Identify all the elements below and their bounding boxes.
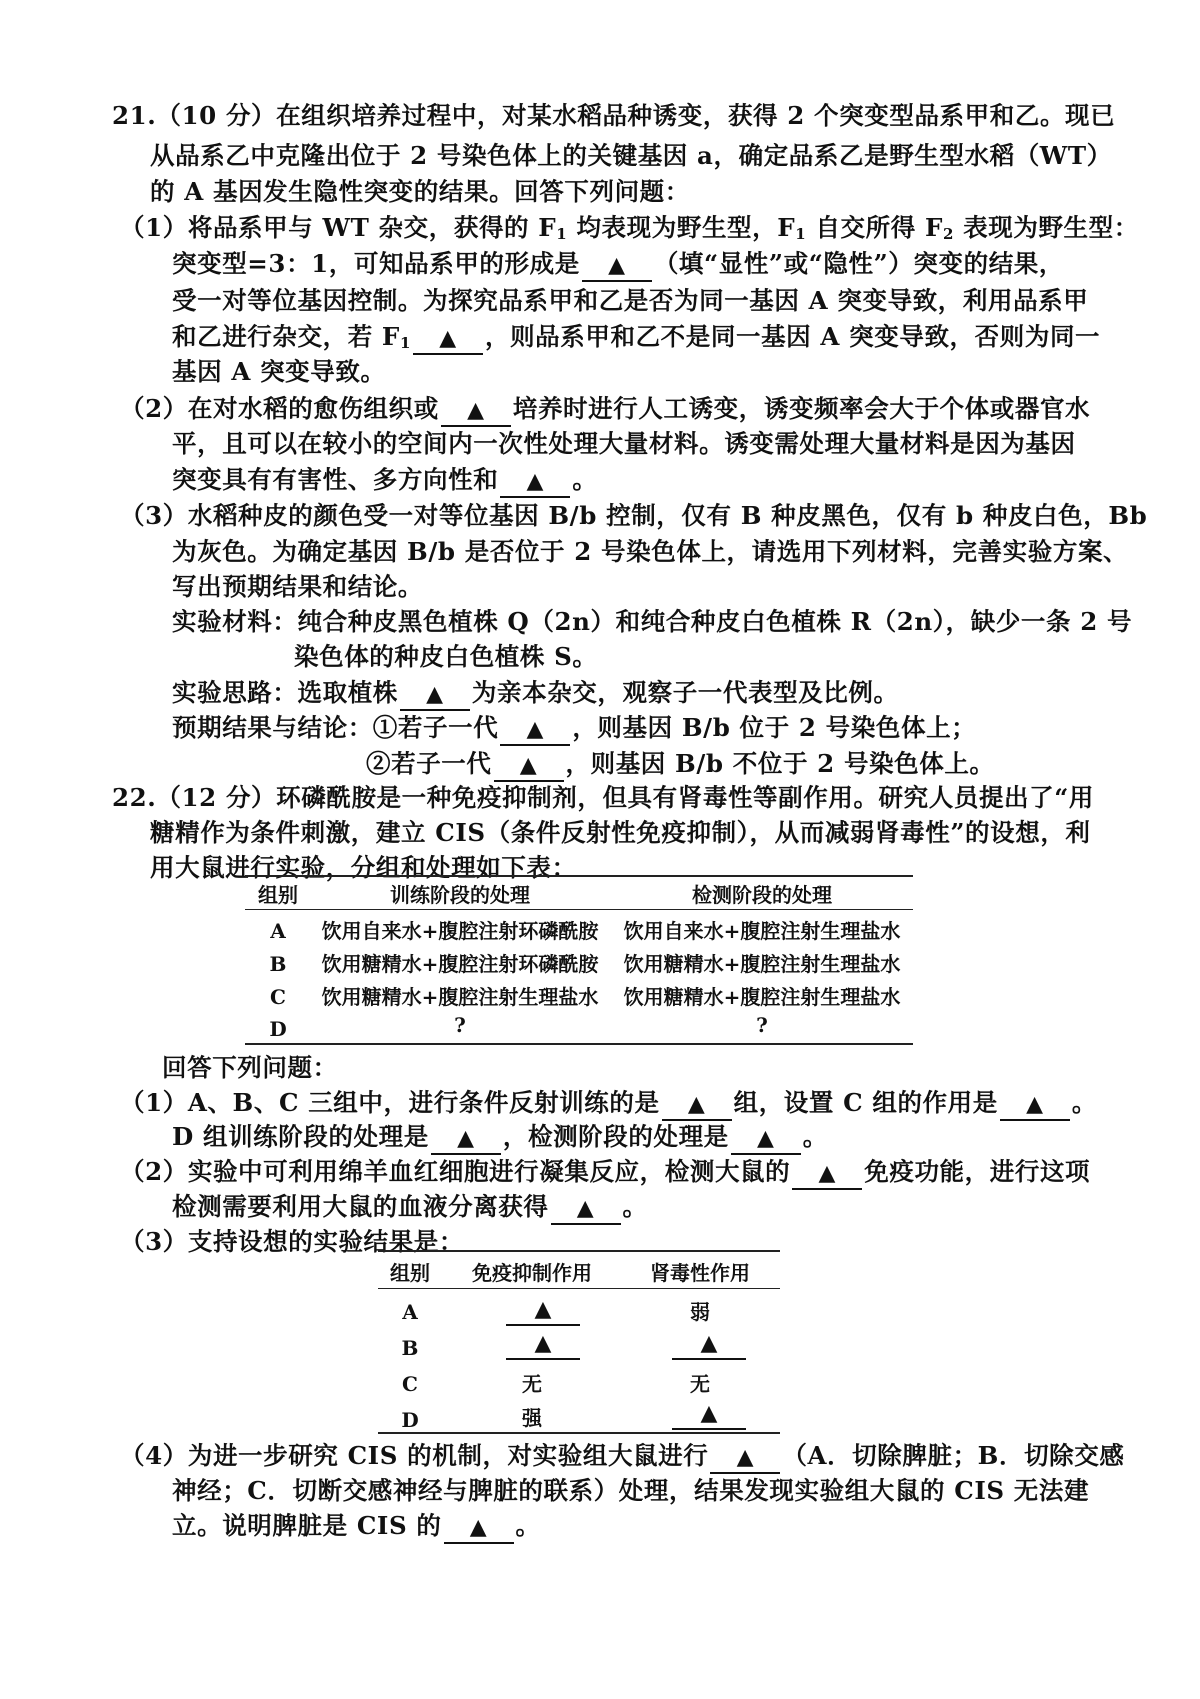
q22-part4-line3: 立。说明脾脏是 CIS 的 ▲ 。	[172, 1506, 541, 1546]
q21-stem-line1: 21.（10 分）在组织培养过程中，对某水稻品种诱变，获得 2 个突变型品系甲和乙。现已	[112, 101, 1116, 130]
table-cell: D	[401, 1408, 419, 1432]
answer-blank[interactable]: ▲	[500, 465, 570, 498]
table-bottom-rule	[245, 1043, 913, 1045]
table-cell: 饮用糖精水+腹腔注射生理盐水	[623, 985, 901, 1009]
answer-blank[interactable]: ▲	[662, 1088, 732, 1121]
q21-materials-line2: 染色体的种皮白色植株 S。	[294, 642, 598, 671]
table-header-immunosuppression: 免疫抑制作用	[472, 1261, 592, 1285]
table-cell: 无	[690, 1372, 710, 1396]
q21-part1-line3: 受一对等位基因控制。为探究品系甲和乙是否为同一基因 A 突变导致，利用品系甲	[172, 286, 1089, 315]
table-cell: 饮用糖精水+腹腔注射环磷酰胺	[321, 952, 599, 976]
q21-part2-line1: （2）在对水稻的愈伤组织或 ▲ 培养时进行人工诱变，诱变频率会大于个体或器官水	[120, 389, 1090, 429]
table-cell: C	[270, 985, 286, 1009]
table-cell: A	[402, 1300, 418, 1324]
table-cell: B	[269, 952, 287, 976]
q21-part2-line3: 突变具有有害性、多方向性和 ▲ 。	[172, 460, 597, 500]
table-cell: 饮用糖精水+腹腔注射生理盐水	[321, 985, 599, 1009]
answer-blank[interactable]: ▲	[506, 1328, 580, 1360]
table-top-rule	[245, 875, 913, 877]
q21-part3-line3: 写出预期结果和结论。	[172, 572, 423, 601]
q22-stem-line3: 用大鼠进行实验，分组和处理如下表：	[150, 853, 577, 882]
table-header-testing: 检测阶段的处理	[692, 883, 832, 907]
q21-experiment-idea: 实验思路：选取植株 ▲ 为亲本杂交，观察子一代表型及比例。	[172, 673, 899, 713]
table-cell: ?	[454, 1013, 466, 1037]
table-cell: 饮用糖精水+腹腔注射生理盐水	[623, 952, 901, 976]
q21-part1-line1: （1）将品系甲与 WT 杂交，获得的 $F_1$ 均表现为野生型，$F_1$ 自交所得 $F_2$ 表现为野生型：	[120, 213, 1139, 243]
answer-blank[interactable]: ▲	[672, 1398, 746, 1430]
answer-blank[interactable]: ▲	[672, 1328, 746, 1360]
table-header-training: 训练阶段的处理	[390, 883, 530, 907]
table-top-rule	[378, 1250, 780, 1252]
table-cell: ?	[756, 1013, 768, 1037]
table-header-group: 组别	[258, 883, 298, 907]
table-header-nephrotoxicity: 肾毒性作用	[650, 1261, 750, 1285]
answer-blank[interactable]: ▲	[494, 749, 564, 782]
answer-blank[interactable]: ▲	[551, 1192, 621, 1225]
q21-stem-line3: 的 A 基因发生隐性突变的结果。回答下列问题：	[150, 177, 690, 206]
q22-stem-line1: 22.（12 分）环磷酰胺是一种免疫抑制剂，但具有肾毒性等副作用。研究人员提出了“用	[112, 783, 1095, 812]
q21-materials-line1: 实验材料：纯合种皮黑色植株 Q（2n）和纯合种皮白色植株 R（2n），缺少一条 2 号	[172, 607, 1133, 636]
q22-part4-line1: （4）为进一步研究 CIS 的机制，对实验组大鼠进行 ▲ （A．切除脾脏；B．切除交感	[120, 1436, 1124, 1476]
table-cell: 饮用自来水+腹腔注射环磷酰胺	[321, 919, 599, 943]
q22-answer-intro: 回答下列问题：	[162, 1053, 338, 1082]
answer-blank[interactable]: ▲	[400, 678, 470, 711]
answer-blank[interactable]: ▲	[500, 713, 570, 746]
answer-blank[interactable]: ▲	[731, 1122, 801, 1155]
table-header-rule	[378, 1288, 780, 1289]
q22-part1-line1: （1）A、B、C 三组中，进行条件反射训练的是 ▲ 组，设置 C 组的作用是 ▲ 。	[120, 1083, 1097, 1123]
answer-blank[interactable]: ▲	[431, 1122, 501, 1155]
q22-part1-line2: D 组训练阶段的处理是 ▲ ，检测阶段的处理是 ▲ 。	[172, 1117, 828, 1157]
q21-expected-result-2: ②若子一代 ▲ ，则基因 B/b 不位于 2 号染色体上。	[366, 744, 995, 784]
table-header-group: 组别	[390, 1261, 430, 1285]
q21-part2-line2: 平，且可以在较小的空间内一次性处理大量材料。诱变需处理大量材料是因为基因	[172, 429, 1076, 458]
table-cell: 弱	[690, 1300, 710, 1324]
table-cell: 强	[522, 1406, 542, 1430]
table-cell: 无	[522, 1372, 542, 1396]
table-cell: D	[269, 1017, 287, 1041]
answer-blank[interactable]: ▲	[582, 249, 652, 282]
answer-blank[interactable]: ▲	[792, 1157, 862, 1190]
q21-part3-line1: （3）水稻种皮的颜色受一对等位基因 B/b 控制，仅有 B 种皮黑色，仅有 b 种皮白色，Bb	[120, 501, 1148, 530]
answer-blank[interactable]: ▲	[444, 1511, 514, 1544]
q21-part1-line5: 基因 A 突变导致。	[172, 357, 386, 386]
q21-part1-line2: 突变型=3：1，可知品系甲的形成是 ▲ （填“显性”或“隐性”）突变的结果，	[172, 244, 1064, 284]
q22-part2-line1: （2）实验中可利用绵羊血红细胞进行凝集反应，检测大鼠的 ▲ 免疫功能，进行这项	[120, 1152, 1090, 1192]
table-cell: 饮用自来水+腹腔注射生理盐水	[623, 919, 901, 943]
table-cell: C	[402, 1372, 418, 1396]
answer-blank[interactable]: ▲	[506, 1294, 580, 1326]
q22-part2-line2: 检测需要利用大鼠的血液分离获得 ▲ 。	[172, 1187, 648, 1227]
table-cell: A	[270, 919, 286, 943]
q22-part4-line2: 神经；C．切断交感神经与脾脏的联系）处理，结果发现实验组大鼠的 CIS 无法建	[172, 1476, 1090, 1505]
table-header-rule	[245, 909, 913, 910]
q22-stem-line2: 糖精作为条件刺激，建立 CIS（条件反射性免疫抑制），从而减弱肾毒性”的设想，利	[150, 818, 1091, 847]
answer-blank[interactable]: ▲	[710, 1441, 780, 1474]
q21-expected-result-1: 预期结果与结论：①若子一代 ▲ ，则基因 B/b 位于 2 号染色体上；	[172, 708, 976, 748]
q21-part3-line2: 为灰色。为确定基因 B/b 是否位于 2 号染色体上，请选用下列材料，完善实验方案、	[172, 537, 1129, 566]
q21-stem-line2: 从品系乙中克隆出位于 2 号染色体上的关键基因 a，确定品系乙是野生型水稻（WT）	[150, 141, 1112, 170]
table-bottom-rule	[378, 1432, 780, 1434]
q21-part1-line4: 和乙进行杂交，若 $F_1$ ▲ ，则品系甲和乙不是同一基因 A 突变导致，否则为同一	[172, 317, 1100, 357]
table-cell: B	[401, 1336, 419, 1360]
answer-blank[interactable]: ▲	[441, 394, 511, 427]
q22-part3-line1: （3）支持设想的实验结果是：	[120, 1227, 464, 1256]
answer-blank[interactable]: ▲	[1000, 1088, 1070, 1121]
answer-blank[interactable]: ▲	[413, 322, 483, 355]
